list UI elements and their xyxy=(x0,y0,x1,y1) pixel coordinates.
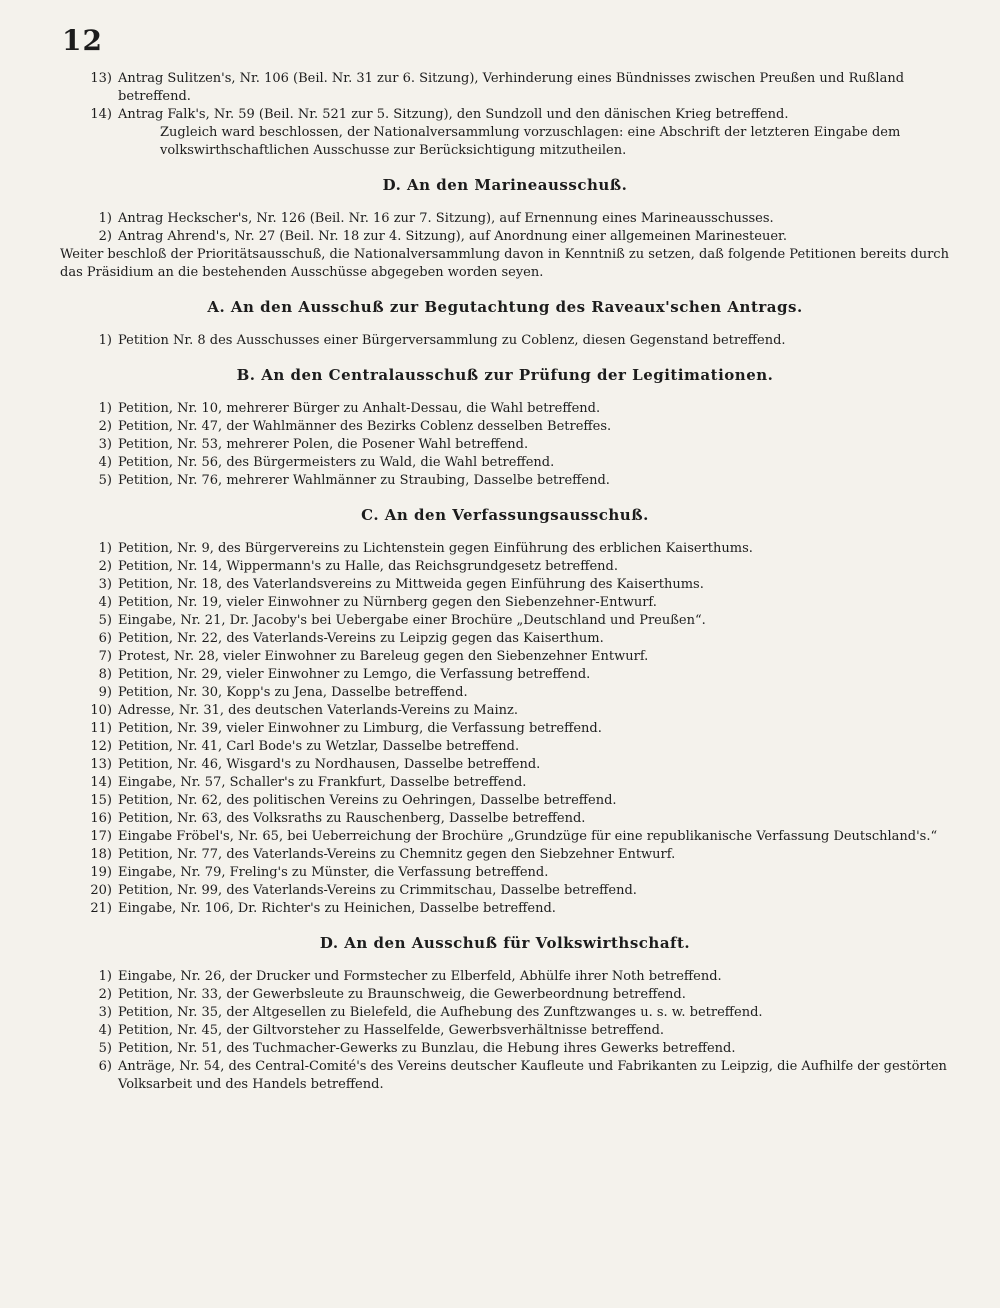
section-heading-raveaux: A. An den Ausschuß zur Begutachtung des Raveaux'schen Antrags. xyxy=(207,298,803,316)
item-text: Petition, Nr. 62, des politischen Vereins zu Oehringen, Dasselbe betreffend. xyxy=(118,793,617,808)
list-item xyxy=(60,882,950,900)
item-number: 2) xyxy=(98,419,112,434)
item-number: 1) xyxy=(98,333,112,348)
item-text: Petition, Nr. 47, der Wahlmänner des Bezirks Coblenz desselben Betreffes. xyxy=(118,419,612,434)
list-item xyxy=(60,454,950,472)
item-text: Protest, Nr. 28, vieler Einwohner zu Bareleug gegen den Siebenzehner Entwurf. xyxy=(118,649,649,664)
list-item xyxy=(60,864,950,882)
list-item xyxy=(60,684,950,702)
item-text: Petition, Nr. 29, vieler Einwohner zu Lemgo, die Verfassung betreffend. xyxy=(118,667,591,682)
item-number: 5) xyxy=(98,473,112,488)
item-text: Petition, Nr. 76, mehrerer Wahlmänner zu Straubing, Dasselbe betreffend. xyxy=(118,473,610,488)
section-heading-central: B. An den Centralausschuß zur Prüfung der Legitimationen. xyxy=(236,366,774,384)
list-item xyxy=(60,630,950,648)
section-heading-verfassung: C. An den Verfassungsausschuß. xyxy=(361,506,649,524)
item-number: 18) xyxy=(90,847,112,862)
item-text: Petition, Nr. 99, des Vaterlands-Vereins zu Crimmitschau, Dasselbe betreffend. xyxy=(118,883,637,898)
item-text: Petition, Nr. 39, vieler Einwohner zu Limburg, die Verfassung betreffend. xyxy=(118,721,602,736)
item-number: 4) xyxy=(98,595,112,610)
item-text: Petition, Nr. 51, des Tuchmacher-Gewerks zu Bunzlau, die Hebung ihres Gewerks betreffend. xyxy=(118,1041,736,1056)
item-number: 9) xyxy=(98,685,112,700)
item-number: 14) xyxy=(90,775,112,790)
item-text: Petition, Nr. 77, des Vaterlands-Vereins zu Chemnitz gegen den Siebzehner Entwurf. xyxy=(118,847,676,862)
item-text: Petition, Nr. 33, der Gewerbsleute zu Braunschweig, die Gewerbeordnung betreffend. xyxy=(118,987,686,1002)
list-item xyxy=(60,332,950,350)
list-item xyxy=(60,210,950,228)
item-text: Antrag Sulitzen's, Nr. 106 (Beil. Nr. 31 zur 6. Sitzung), Verhinderung eines Bündnisses zwischen Preußen und Rußland betreffend. xyxy=(118,71,905,104)
list-item xyxy=(60,540,950,558)
item-text: Eingabe Fröbel's, Nr. 65, bei Ueberreichung der Brochüre „Grundzüge für eine republikanische Verfassung Deutschland's.“ xyxy=(118,829,938,844)
list-item xyxy=(60,228,950,246)
item-text: Petition, Nr. 14, Wippermann's zu Halle, das Reichsgrundgesetz betreffend. xyxy=(118,559,619,574)
item-number: 1) xyxy=(98,969,112,984)
item-number: 7) xyxy=(98,649,112,664)
list-item xyxy=(60,702,950,720)
list-item xyxy=(60,576,950,594)
list-item xyxy=(60,792,950,810)
item-number: 13) xyxy=(90,71,112,86)
list-item xyxy=(60,666,950,684)
item-number: 17) xyxy=(90,829,112,844)
item-number: 19) xyxy=(90,865,112,880)
list-item xyxy=(60,70,950,106)
item-number: 16) xyxy=(90,811,112,826)
item-number: 20) xyxy=(90,883,112,898)
item-text: Petition, Nr. 56, des Bürgermeisters zu Wald, die Wahl betreffend. xyxy=(118,455,555,470)
marine-note: Weiter beschloß der Prioritätsausschuß, die Nationalversammlung davon in Kenntniß zu setzen, daß folgende Petitionen bereits durch das Präsidium an die bestehenden Ausschüsse abgegeben worden seyen. xyxy=(60,247,949,280)
list-item xyxy=(60,720,950,738)
list-item xyxy=(60,558,950,576)
item-text: Petition, Nr. 22, des Vaterlands-Vereins zu Leipzig gegen das Kaiserthum. xyxy=(118,631,604,646)
list-item xyxy=(60,810,950,828)
list-item xyxy=(60,900,950,918)
item-text: Petition, Nr. 41, Carl Bode's zu Wetzlar, Dasselbe betreffend. xyxy=(118,739,520,754)
list-item xyxy=(60,1040,950,1058)
item-number: 21) xyxy=(90,901,112,916)
item-text: Petition, Nr. 19, vieler Einwohner zu Nürnberg gegen den Siebenzehner-Entwurf. xyxy=(118,595,657,610)
item-number: 4) xyxy=(98,1023,112,1038)
list-item xyxy=(60,738,950,756)
item-number: 2) xyxy=(98,559,112,574)
item-number: 4) xyxy=(98,455,112,470)
item-text: Petition, Nr. 30, Kopp's zu Jena, Dasselbe betreffend. xyxy=(118,685,468,700)
item-text: Petition, Nr. 9, des Bürgervereins zu Lichtenstein gegen Einführung des erblichen Kaiserthums. xyxy=(118,541,753,556)
item-text: Petition, Nr. 10, mehrerer Bürger zu Anhalt-Dessau, die Wahl betreffend. xyxy=(118,401,601,416)
list-item xyxy=(60,1004,950,1022)
list-item xyxy=(60,594,950,612)
item-text: Petition, Nr. 46, Wisgard's zu Nordhausen, Dasselbe betreffend. xyxy=(118,757,541,772)
list-item xyxy=(60,774,950,792)
item-text: Adresse, Nr. 31, des deutschen Vaterlands-Vereins zu Mainz. xyxy=(118,703,518,718)
item-text: Antrag Ahrend's, Nr. 27 (Beil. Nr. 18 zur 4. Sitzung), auf Anordnung einer allgemeinen Marinesteuer. xyxy=(118,229,787,244)
item-text: Eingabe, Nr. 21, Dr. Jacoby's bei Uebergabe einer Brochüre „Deutschland und Preußen“. xyxy=(118,613,706,628)
list-item xyxy=(60,400,950,418)
item-text: Petition, Nr. 53, mehrerer Polen, die Posener Wahl betreffend. xyxy=(118,437,529,452)
list-item xyxy=(60,756,950,774)
item-number: 6) xyxy=(98,1059,112,1074)
item-text: Petition Nr. 8 des Ausschusses einer Bürgerversammlung zu Coblenz, diesen Gegenstand betreffend. xyxy=(118,333,786,348)
item-number: 3) xyxy=(98,577,112,592)
section-heading-volkswirthschaft: D. An den Ausschuß für Volkswirthschaft. xyxy=(319,934,691,952)
item-number: 5) xyxy=(98,1041,112,1056)
intro-note: Zugleich ward beschlossen, der Nationalversammlung vorzuschlagen: eine Abschrift der letzteren Eingabe dem volkswirthschaftlichen Ausschusse zur Berücksichtigung mitzutheilen. xyxy=(160,125,901,158)
item-number: 11) xyxy=(90,721,112,736)
item-text: Eingabe, Nr. 26, der Drucker und Formstecher zu Elberfeld, Abhülfe ihrer Noth betreffend. xyxy=(118,969,722,984)
item-number: 5) xyxy=(98,613,112,628)
item-number: 13) xyxy=(90,757,112,772)
item-text: Eingabe, Nr. 57, Schaller's zu Frankfurt, Dasselbe betreffend. xyxy=(118,775,527,790)
list-item xyxy=(60,968,950,986)
page-number: 12 xyxy=(62,24,103,57)
item-text: Antrag Falk's, Nr. 59 (Beil. Nr. 521 zur 5. Sitzung), den Sundzoll und den dänischen Krieg betreffend. xyxy=(118,107,789,122)
item-number: 1) xyxy=(98,211,112,226)
list-item xyxy=(60,846,950,864)
item-number: 2) xyxy=(98,229,112,244)
list-item xyxy=(60,1022,950,1040)
list-item xyxy=(60,986,950,1004)
list-item xyxy=(60,418,950,436)
item-number: 12) xyxy=(90,739,112,754)
list-item xyxy=(60,648,950,666)
item-number: 6) xyxy=(98,631,112,646)
list-item xyxy=(60,472,950,490)
item-text: Petition, Nr. 63, des Volksraths zu Rauschenberg, Dasselbe betreffend. xyxy=(118,811,586,826)
item-text: Petition, Nr. 35, der Altgesellen zu Bielefeld, die Aufhebung des Zunftzwanges u. s. w. betreffend. xyxy=(118,1005,763,1020)
intro-list xyxy=(60,70,950,160)
item-number: 1) xyxy=(98,401,112,416)
item-number: 3) xyxy=(98,437,112,452)
section-heading-marine: D. An den Marineausschuß. xyxy=(382,176,628,194)
document-body xyxy=(60,70,950,1094)
item-number: 3) xyxy=(98,1005,112,1020)
item-text: Petition, Nr. 45, der Giltvorsteher zu Hasselfelde, Gewerbsverhältnisse betreffend. xyxy=(118,1023,665,1038)
item-number: 14) xyxy=(90,107,112,122)
item-number: 15) xyxy=(90,793,112,808)
list-item xyxy=(60,436,950,454)
item-text: Eingabe, Nr. 106, Dr. Richter's zu Heinichen, Dasselbe betreffend. xyxy=(118,901,556,916)
item-text: Eingabe, Nr. 79, Freling's zu Münster, die Verfassung betreffend. xyxy=(118,865,549,880)
item-number: 1) xyxy=(98,541,112,556)
list-item xyxy=(60,1058,950,1094)
item-number: 8) xyxy=(98,667,112,682)
item-number: 2) xyxy=(98,987,112,1002)
list-item xyxy=(60,106,950,124)
item-text: Antrag Heckscher's, Nr. 126 (Beil. Nr. 16 zur 7. Sitzung), auf Ernennung eines Marineausschusses. xyxy=(118,211,774,226)
item-text: Petition, Nr. 18, des Vaterlandsvereins zu Mittweida gegen Einführung des Kaiserthums. xyxy=(118,577,704,592)
item-text: Anträge, Nr. 54, des Central-Comité's des Vereins deutscher Kaufleute und Fabrikanten zu Leipzig, die Aufhilfe der gestörten Volksarbeit und des Handels betreffend. xyxy=(118,1059,947,1092)
list-item xyxy=(60,612,950,630)
item-number: 10) xyxy=(90,703,112,718)
list-item xyxy=(60,828,950,846)
